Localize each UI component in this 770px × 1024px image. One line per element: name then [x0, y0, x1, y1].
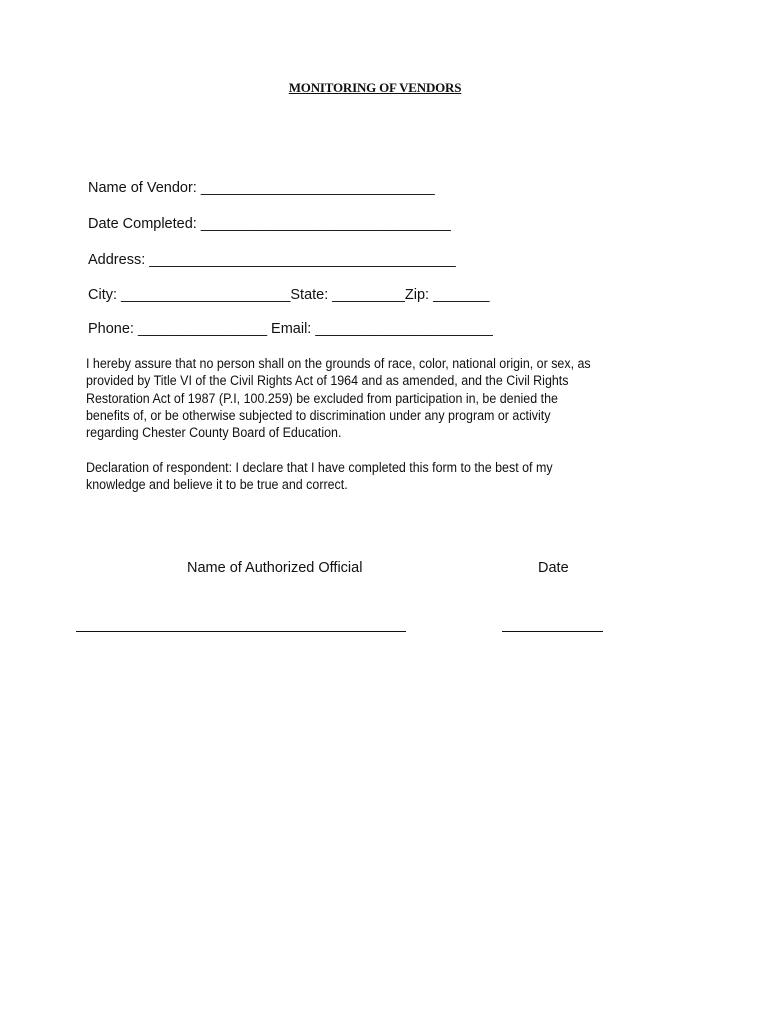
address-field[interactable]: Address: ______________________________________: [88, 252, 456, 268]
assurance-paragraph: I hereby assure that no person shall on the grounds of race, color, national origin, or sex, as provided by Title VI of the Civil Rights Act of 1964 and as amended, and the Civil Rights Restoration Act of 1987 (P.I, 100.259) be excluded from participation in, be denied the benefits of, or be otherwise subjected to discrimination under any program or activity regarding Chester County Board of Education.: [86, 356, 591, 441]
page-title: MONITORING OF VENDORS: [288, 80, 462, 95]
phone-email-field[interactable]: Phone: ________________ Email: ______________________: [88, 321, 493, 337]
declaration-paragraph: Declaration of respondent: I declare that I have completed this form to the best of my knowledge and believe it to be true and correct.: [86, 460, 553, 493]
signature-date-line[interactable]: [502, 631, 603, 632]
authorized-official-label: Name of Authorized Official: [187, 560, 363, 576]
city-state-zip-field[interactable]: City: _____________________State: _________Zip: _______: [88, 287, 490, 303]
signature-date-label: Date: [538, 560, 569, 576]
vendor-name-field[interactable]: Name of Vendor: _____________________________: [88, 180, 435, 196]
date-completed-field[interactable]: Date Completed: _______________________________: [88, 216, 451, 232]
authorized-official-signature-line[interactable]: [76, 631, 406, 632]
